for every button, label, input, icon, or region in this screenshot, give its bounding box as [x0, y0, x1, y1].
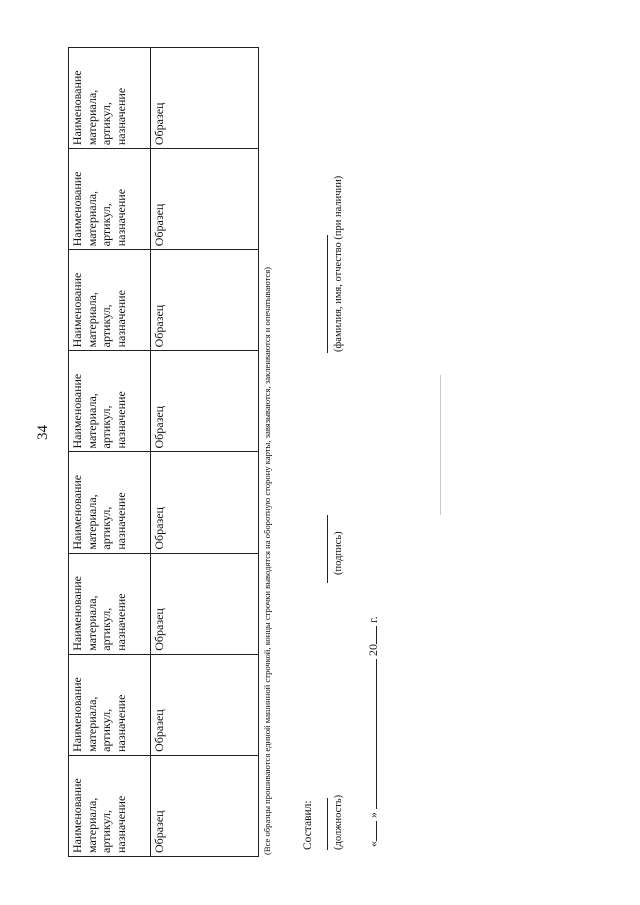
header-cell-text: Наименование материала, артикул, назначение	[70, 778, 128, 853]
header-cell	[69, 755, 151, 856]
date-open-quote: «	[366, 841, 380, 847]
sample-cell	[151, 452, 259, 553]
header-cell-text: Наименование материала, артикул, назначение	[70, 474, 128, 550]
header-cell	[69, 250, 151, 351]
sample-cell-text: Образец	[152, 810, 166, 853]
sample-cell-text: Образец	[152, 608, 166, 651]
header-cell-text: Наименование материала, артикул, назначение	[70, 373, 128, 449]
date-line	[365, 616, 381, 847]
sample-cell	[151, 250, 259, 351]
sample-cell	[151, 149, 259, 250]
sample-cell	[151, 351, 259, 452]
header-cell-text: Наименование материала, артикул, назначение	[70, 677, 128, 752]
sample-cell-text: Образец	[152, 405, 166, 449]
header-cell	[69, 149, 151, 250]
signature-line	[327, 515, 328, 583]
sample-cell	[151, 553, 259, 654]
signature-caption: (подпись)	[333, 531, 344, 575]
position-caption: (должность)	[333, 794, 344, 850]
year-blank	[365, 626, 377, 644]
name-line	[327, 235, 328, 353]
header-cell-text: Наименование материала, артикул, назначение	[70, 272, 128, 348]
sample-cell	[151, 654, 259, 755]
page-number: 34	[35, 425, 51, 440]
table-header-row	[69, 48, 151, 857]
name-caption: (фамилия, имя, отчество (при наличии)	[333, 175, 344, 352]
header-cell	[69, 553, 151, 654]
header-cell	[69, 654, 151, 755]
header-cell-text: Наименование материала, артикул, назначение	[70, 70, 128, 146]
header-cell-text: Наименование материала, артикул, назначение	[70, 171, 128, 247]
header-cell	[69, 351, 151, 452]
header-cell	[69, 452, 151, 553]
sample-cell-text: Образец	[152, 203, 166, 247]
header-cell	[69, 48, 151, 149]
table-sample-row	[151, 48, 259, 857]
material-samples-table	[68, 47, 259, 857]
sample-cell-text: Образец	[152, 102, 166, 146]
sample-cell-text: Образец	[152, 507, 166, 550]
date-close-quote: »	[366, 812, 380, 818]
year-prefix: 20	[366, 644, 380, 656]
year-suffix: г.	[366, 616, 380, 623]
day-blank	[365, 821, 377, 841]
sample-cell-text: Образец	[152, 304, 166, 348]
sample-cell	[151, 755, 259, 856]
compiled-by-label: Составил:	[302, 800, 314, 850]
position-line	[327, 798, 328, 850]
sample-cell-text: Образец	[152, 709, 166, 752]
stitching-footnote: (Все образцы прошиваются единой машинной строчкой, концы строчки выводятся на оборотную сторону карты, завязываются, заклеиваются и опечатываются)	[262, 266, 272, 855]
month-blank	[365, 659, 377, 809]
header-cell-text: Наименование материала, артикул, назначение	[70, 575, 128, 651]
sample-cell	[151, 48, 259, 149]
scan-artifact-line	[440, 375, 441, 515]
